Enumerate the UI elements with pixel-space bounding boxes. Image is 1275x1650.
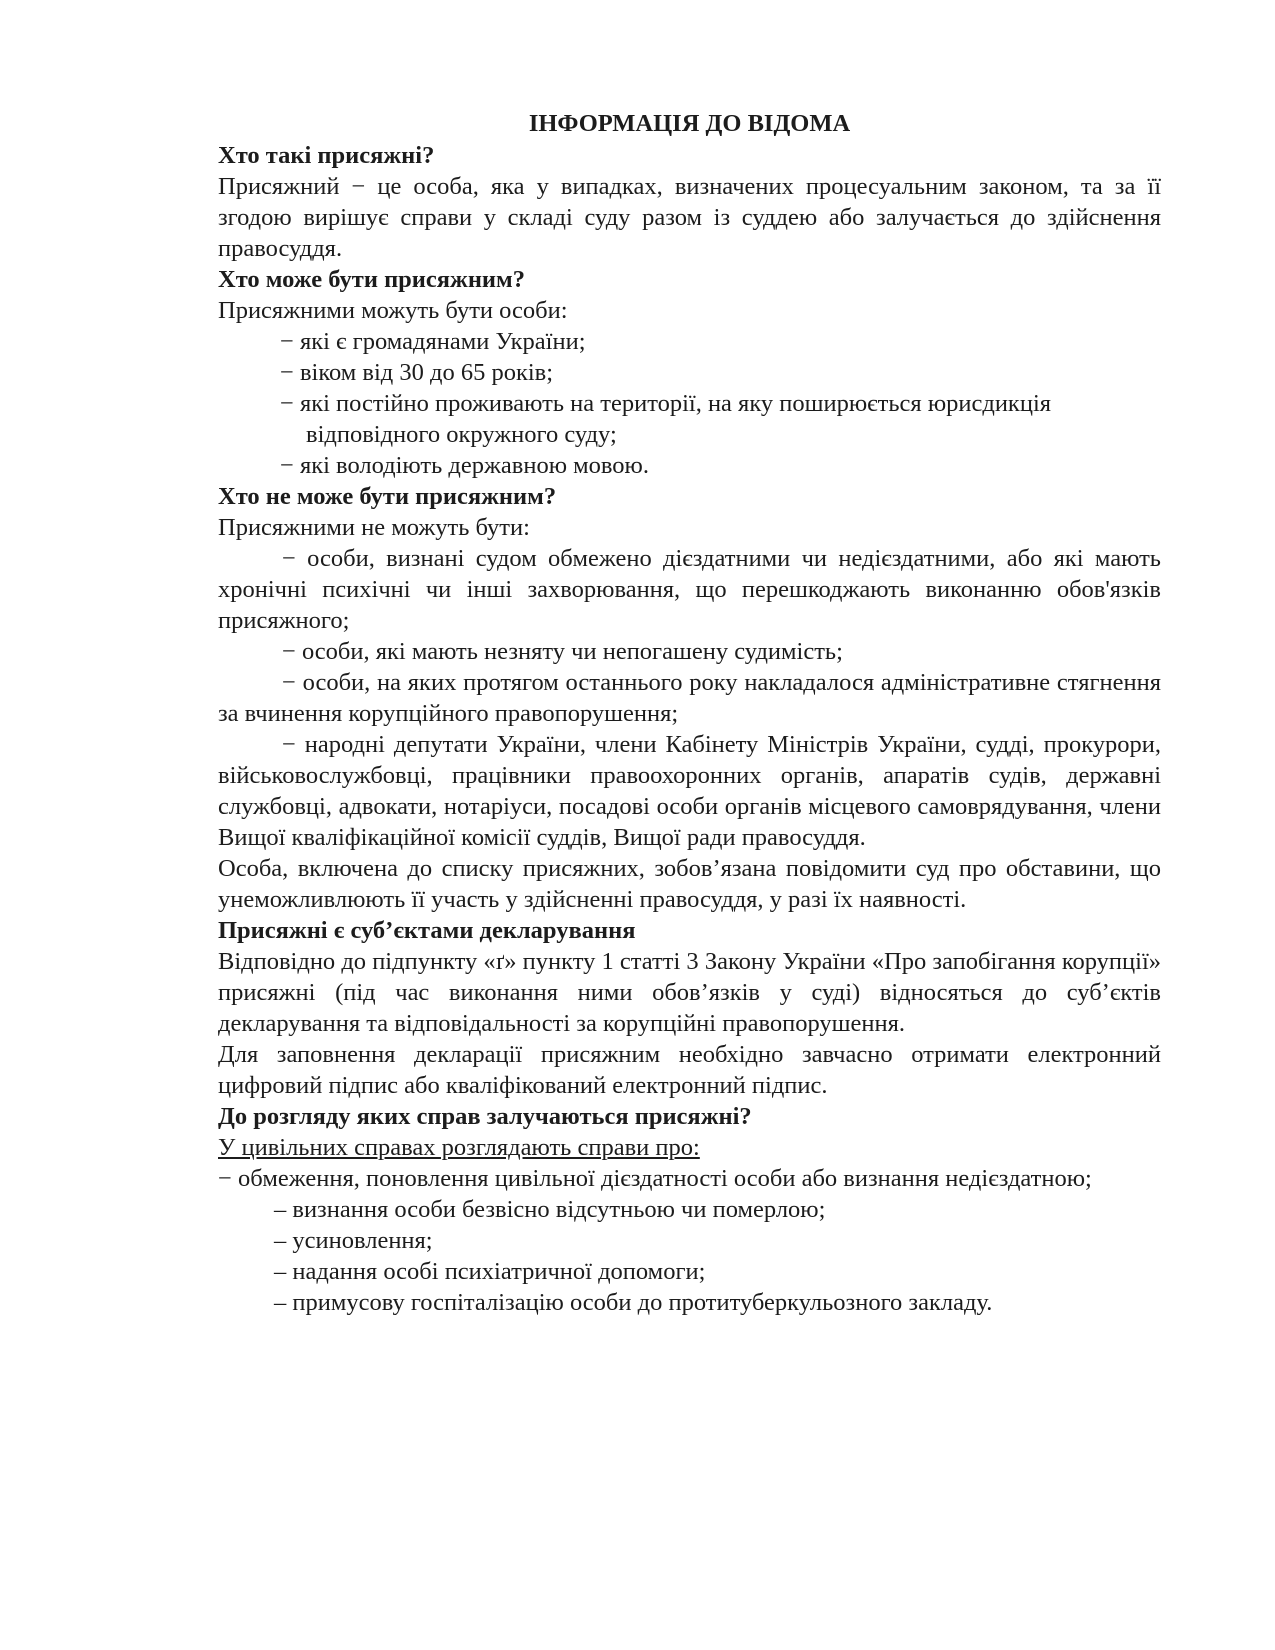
ineligible-intro: Присяжними не можуть бути: [218,514,530,541]
ineligibility-list [218,543,1161,853]
list-item: − обмеження, поновлення цивільної дієздатності особи або визнання недієздатною; [218,1165,1092,1192]
notification-duty-note: Особа, включена до списку присяжних, зобов’язана повідомити суд про обставини, що унеможливлюють її участь у здійсненні правосуддя, у разі їх наявності. [218,855,1161,913]
section-heading-who-cannot-be-juror: Хто не може бути присяжним? [218,483,557,510]
list-item: − народні депутати України, члени Кабінету Міністрів України, судді, прокурори, військовослужбовці, працівники правоохоронних органів, апаратів судів, державні службовці, адвокати, нотаріуси, посадові особи органів місцевого самоврядування, члени Вищої кваліфікаційної комісії суддів, Вищої ради правосуддя. [218,731,1161,851]
list-item: − які володіють державною мовою. [280,452,649,479]
list-item: – усиновлення; [274,1227,433,1254]
section-heading-declaration: Присяжні є суб’єктами декларування [218,917,636,944]
eligibility-list [218,326,1161,481]
document-page [218,108,1161,1318]
list-item: – надання особі психіатричної допомоги; [274,1258,706,1285]
declaration-signature-text: Для заповнення декларації присяжним необхідно завчасно отримати електронний цифровий підпис або кваліфікований електронний підпис. [218,1041,1161,1099]
list-item: − які є громадянами України; [280,328,586,355]
list-item: − особи, які мають незняту чи непогашену судимість; [282,638,843,665]
list-item: − особи, визнані судом обмежено дієздатними чи недієздатними, або які мають хронічні психічні чи інші захворювання, що перешкоджають виконанню обов'язків присяжного; [218,545,1161,634]
declaration-law-text: Відповідно до підпункту «ґ» пункту 1 статті 3 Закону України «Про запобігання корупції» присяжні (під час виконання ними обов’язків у суді) відносяться до суб’єктів декларування та відповідальності за корупційні правопорушення. [218,948,1161,1037]
civil-cases-subheading: У цивільних справах розглядають справи про: [218,1134,700,1161]
document-title: ІНФОРМАЦІЯ ДО ВІДОМА [528,110,851,137]
list-item: − особи, на яких протягом останнього року накладалося адміністративне стягнення за вчинення корупційного правопорушення; [218,669,1161,727]
civil-cases-list [218,1194,1161,1318]
list-item: − які постійно проживають на території, на яку поширюється юрисдикція відповідного окружного суду; [280,390,1052,448]
section-heading-who-are-jurors: Хто такі присяжні? [218,142,435,169]
list-item: – примусову госпіталізацію особи до протитуберкульозного закладу. [274,1289,993,1316]
list-item: − віком від 30 до 65 років; [280,359,554,386]
list-item: – визнання особи безвісно відсутньою чи померлою; [274,1196,826,1223]
section-heading-case-types: До розгляду яких справ залучаються присяжні? [218,1103,752,1130]
eligible-intro: Присяжними можуть бути особи: [218,297,568,324]
section-heading-who-can-be-juror: Хто може бути присяжним? [218,266,525,293]
juror-definition: Присяжний − це особа, яка у випадках, визначених процесуальним законом, та за її згодою вирішує справи у складі суду разом із суддею або залучається до здійснення правосуддя. [218,173,1161,262]
